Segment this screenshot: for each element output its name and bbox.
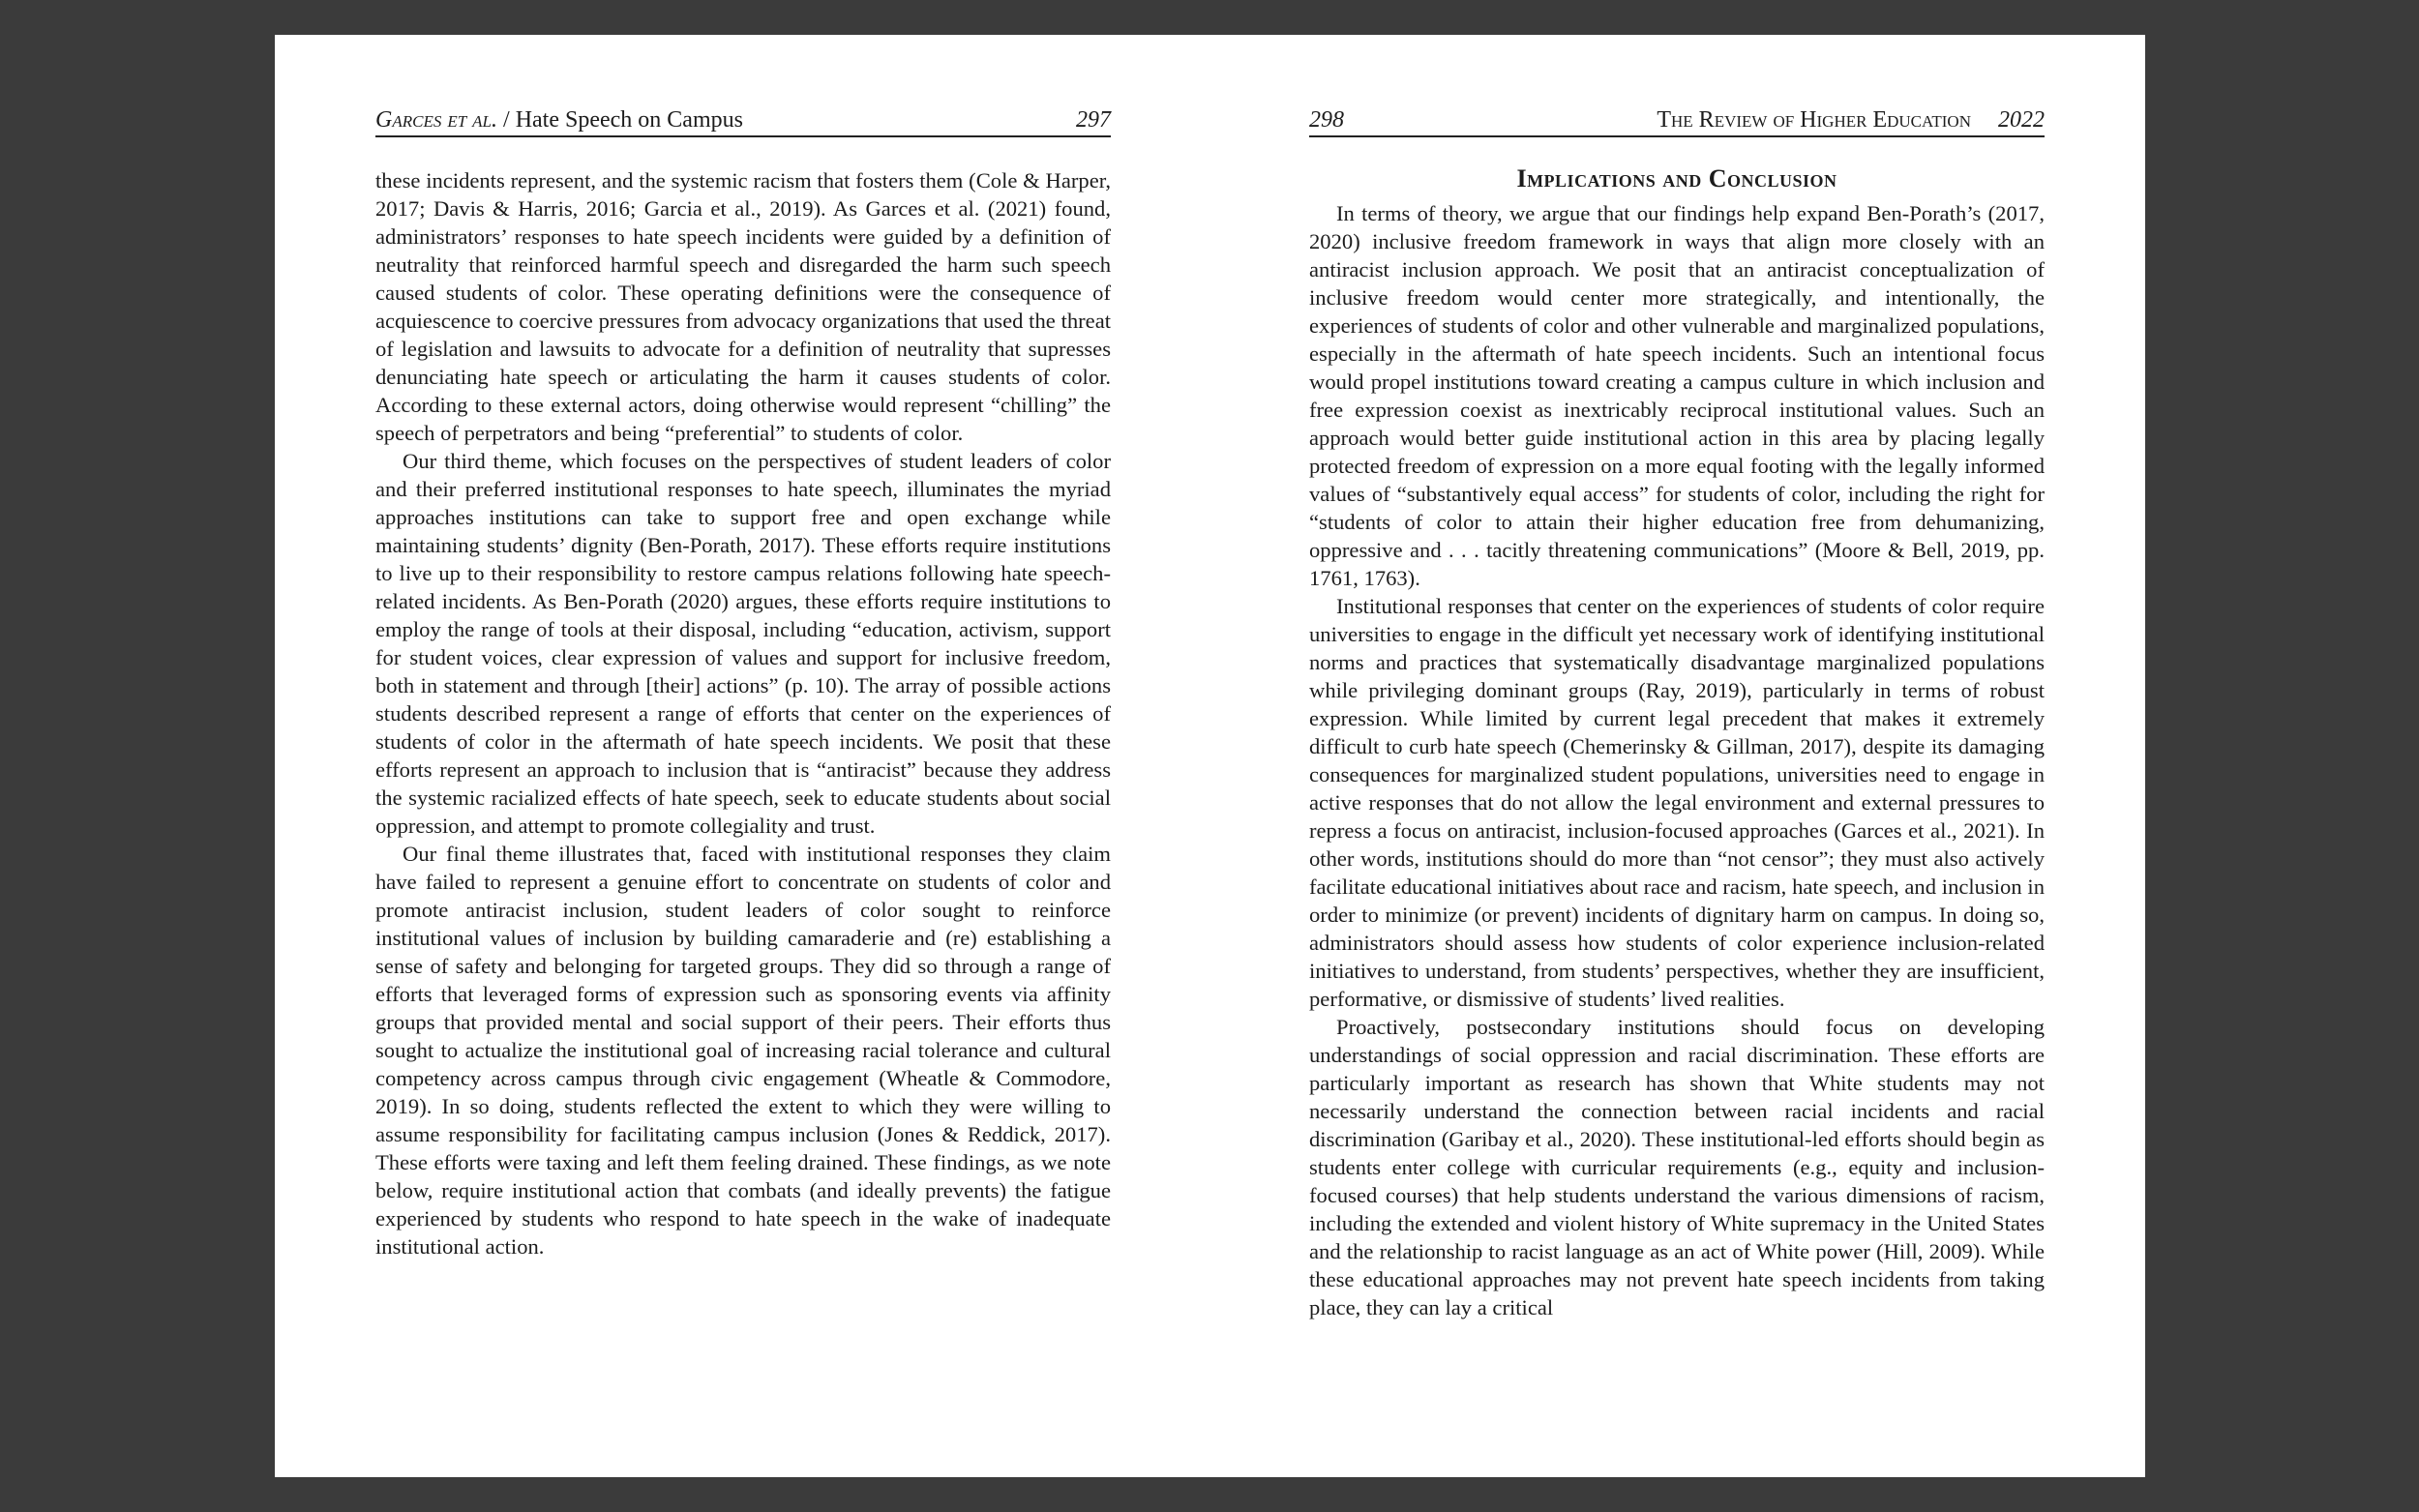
section-heading: Implications and Conclusion — [1516, 164, 1837, 193]
left-running-head-title — [375, 107, 743, 133]
paragraph: Our third theme, which focuses on the perspectives of student leaders of color and their preferred institutional responses to hate speech, illuminates the myriad approaches institutions can take to support free and open exchange while maintaining students’ dignity (Ben-Porath, 2017). These efforts require institutions to live up to their responsibility to restore campus relations following hate speech-related incidents. As Ben-Porath (2020) argues, these efforts require institutions to employ the range of tools at their disposal, including “education, activism, support for student voices, clear expression of values and support for inclusive freedom, both in statement and through [their] actions” (p. 10). The array of possible actions students described represent a range of efforts that center on the experiences of students of color in the aftermath of hate speech incidents. We posit that these efforts represent an approach to inclusion that is “antiracist” because they address the systemic racialized effects of hate speech, seek to educate students about social oppression, and attempt to promote collegiality and trust. — [375, 449, 1111, 838]
paragraph: Institutional responses that center on the experiences of students of color require universities to engage in the difficult yet necessary work of identifying institutional norms and practices that systematically disadvantage marginalized populations while privileging dominant groups (Ray, 2019), particularly in terms of robust expression. While limited by current legal precedent that makes it extremely difficult to curb hate speech (Chemerinsky & Gillman, 2017), despite its damaging consequences for marginalized student populations, universities need to engage in active responses that do not allow the legal environment and external pressures to repress a focus on antiracist, inclusion-focused approaches (Garces et al., 2021). In other words, institutions should do more than “not censor”; they must also actively facilitate educational initiatives about race and racism, hate speech, and inclusion in order to minimize (or prevent) incidents of dignitary harm on campus. In doing so, administrators should assess how students of color experience inclusion-related initiatives to understand, from students’ perspectives, whether they are insufficient, performative, or dismissive of students’ lived realities. — [1309, 594, 2045, 1011]
paragraph: these incidents represent, and the systemic racism that fosters them (Cole & Harper, 2017; Davis & Harris, 2016; Garcia et al., 2019). As Garces et al. (2021) found, administrators’ responses to hate speech incidents were guided by a definition of neutrality that reinforced harmful speech and disregarded the harm such speech caused students of color. These operating definitions were the consequence of acquiescence to coercive pressures from advocacy organizations that used the threat of legislation and lawsuits to advocate for a definition of neutrality that supresses denunciating hate speech or articulating the harm it causes students of color. According to these external actors, doing otherwise would represent “chilling” the speech of perpetrators and being “preferential” to students of color. — [375, 168, 1111, 445]
running-head-authors: Garces et al. — [375, 107, 498, 133]
left-body-text — [375, 166, 1111, 1260]
running-head-article-title: Hate Speech on Campus — [515, 107, 743, 133]
paragraph: Proactively, postsecondary institutions should focus on developing understandings of social oppression and racial discrimination. These efforts are particularly important as research has shown that White students may not necessarily understand the connection between racial incidents and racial discrimination (Garibay et al., 2020). These institutional-led efforts should begin as students enter college with curricular requirements (e.g., equity and inclusion-focused courses) that help students understand the various dimensions of racism, including the extended and violent history of White supremacy in the United States and the relationship to racist language as an act of White power (Hill, 2009). While these educational approaches may not prevent hate speech incidents from taking place, they can lay a critical — [1309, 1015, 2045, 1319]
right-body-text — [1309, 199, 2045, 1321]
paragraph: Our final theme illustrates that, faced with institutional responses they claim have failed to represent a genuine effort to concentrate on students of color and promote antiracist inclusion, student leaders of color sought to reinforce institutional values of inclusion by building camaraderie and (re) establishing a sense of safety and belonging for targeted groups. They did so through a range of efforts that leveraged forms of expression such as sponsoring events via affinity groups that provided mental and social support of their peers. Their efforts thus sought to actualize the institutional goal of increasing racial tolerance and cultural competency across campus through civic engagement (Wheatle & Commodore, 2019). In so doing, students reflected the extent to which they were willing to assume responsibility for facilitating campus inclusion (Jones & Reddick, 2017). These efforts were taxing and left them feeling drained. These findings, as we note below, require institutional action that combats (and ideally prevents) the fatigue experienced by students who respond to hate speech in the wake of inadequate institutional action. — [375, 842, 1111, 1259]
running-head-separator: / — [497, 107, 516, 133]
left-running-head — [375, 106, 1111, 137]
right-page-number: 298 — [1309, 107, 1344, 133]
running-head-journal: The Review of Higher Education — [1657, 107, 1971, 133]
book-spread — [275, 35, 2145, 1477]
left-page-number: 297 — [1076, 107, 1111, 133]
right-running-head — [1309, 106, 2045, 137]
paragraph: In terms of theory, we argue that our findings help expand Ben-Porath’s (2017, 2020) inclusive freedom framework in ways that align more closely with an antiracist inclusion approach. We posit that an antiracist conceptualization of inclusive freedom would center more strategically, and intentionally, the experiences of students of color and other vulnerable and marginalized populations, especially in the aftermath of hate speech incidents. Such an intentional focus would propel institutions toward creating a campus culture in which inclusion and free expression coexist as inextricably reciprocal institutional values. Such an approach would better guide institutional action in this area by placing legally protected freedom of expression on a more equal footing with the legally informed values of “substantively equal access” for students of color, including the right for “students of color to attain their higher education free from dehumanizing, oppressive and . . . tacitly threatening communications” (Moore & Bell, 2019, pp. 1761, 1763). — [1309, 201, 2045, 590]
running-head-year: 2022 — [1998, 107, 2045, 133]
